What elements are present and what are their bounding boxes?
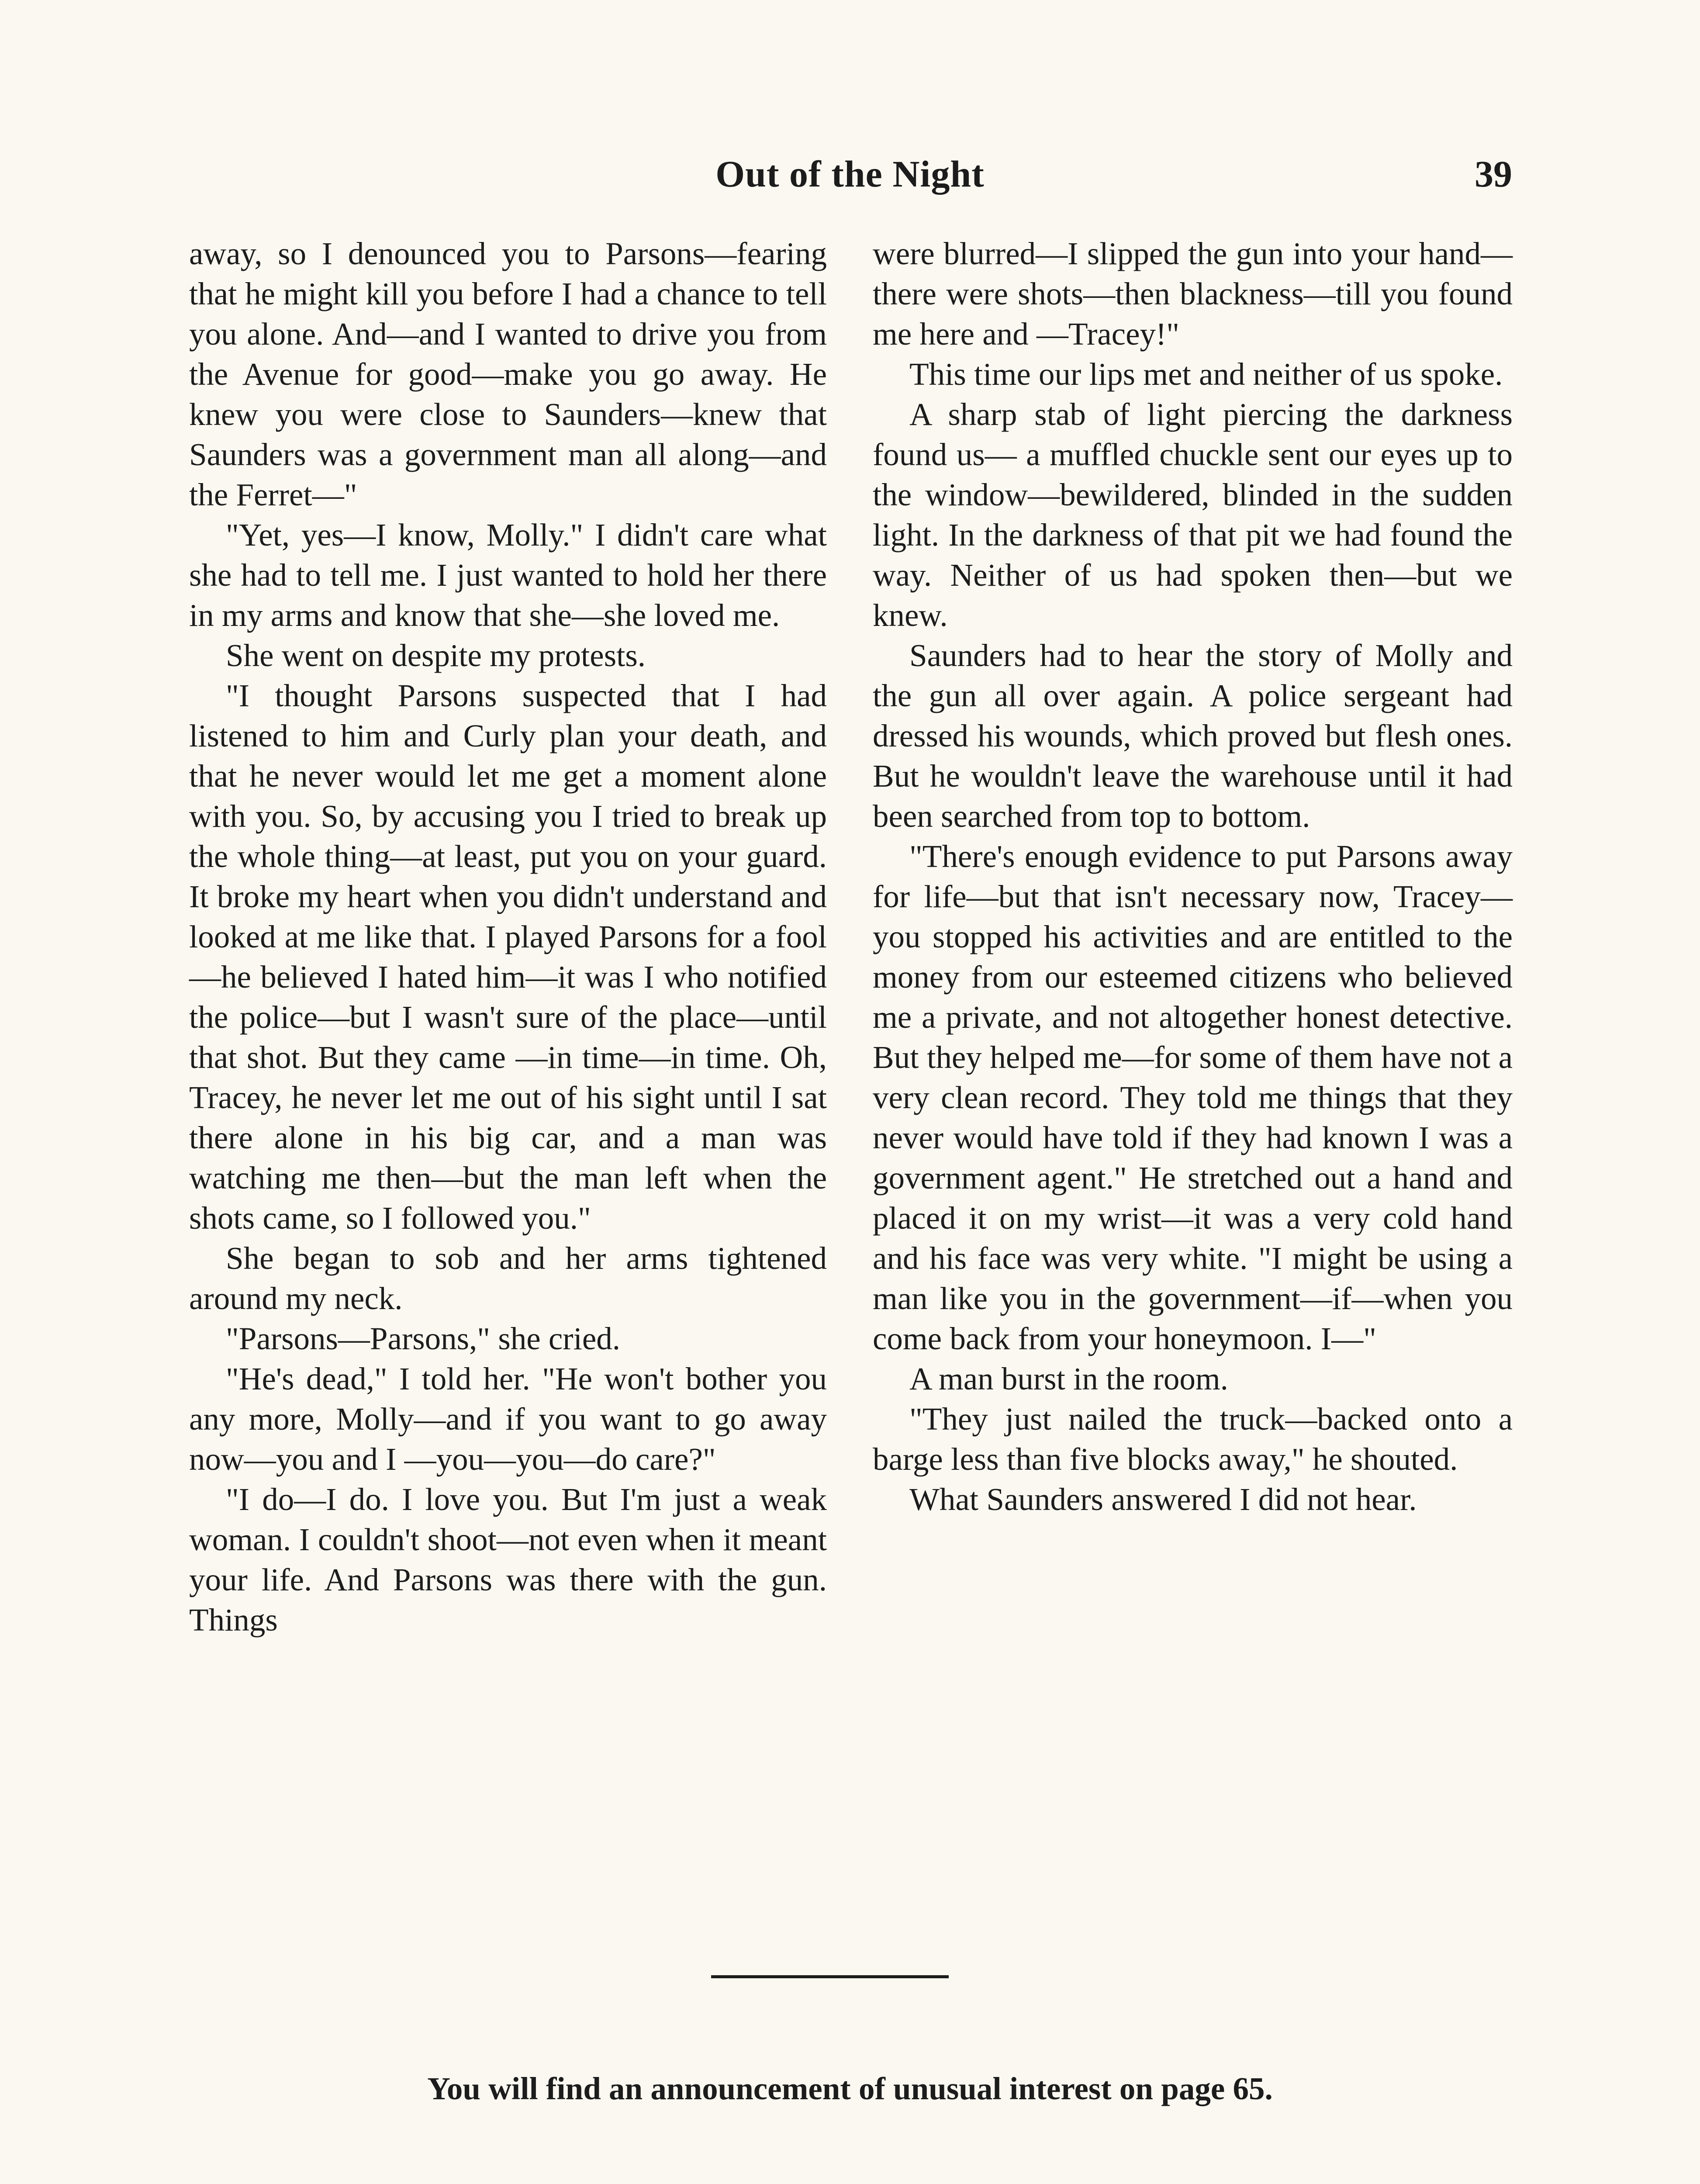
text-column-left [189,234,827,1640]
page-number: 39 [1475,153,1512,195]
paragraph: "He's dead," I told her. "He won't bother you any more, Molly—and if you want to go away now—you and I —you—you—do care?" [189,1361,827,1477]
paragraph: were blurred—I slipped the gun into your hand—there were shots—then blackness—till you found me here and —Tracey!" [873,236,1513,352]
paragraph: This time our lips met and neither of us spoke. [909,356,1503,392]
paragraph: "There's enough evidence to put Parsons away for life—but that isn't necessary now, Tracey—you stopped his activities and are entitled to the money from our esteemed citizens who believed me a private, and not altogether honest detective. But they helped me—for some of them have not a very clean record. They told me things that they never would have told if they had known I was a government agent." He stretched out a hand and placed it on my wrist—it was a very cold hand and his face was very white. "I might be using a man like you in the government—if—when you come back from your honeymoon. I—" [873,839,1513,1356]
paragraph: away, so I denounced you to Parsons—fearing that he might kill you before I had a chance to tell you alone. And—and I wanted to drive you from the Avenue for good—make you go away. He knew you were close to Saunders—knew that Saunders was a government man all along—and the Ferret—" [189,236,827,512]
paragraph: A sharp stab of light piercing the darkness found us— a muffled chuckle sent our eyes up to the window—bewildered, blinded in the sudden light. In the darkness of that pit we had found the way. Neither of us had spoken then—but we knew. [873,397,1513,633]
paragraph: "They just nailed the truck—backed onto a barge less than five blocks away," he shouted. [873,1401,1513,1477]
paragraph: Saunders had to hear the story of Molly and the gun all over again. A police sergeant had dressed his wounds, which proved but flesh ones. But he wouldn't leave the warehouse until it had been searched from top to bottom. [873,638,1513,834]
paragraph: She went on despite my protests. [226,638,646,673]
paragraph: What Saunders answered I did not hear. [909,1482,1417,1517]
section-divider [711,1975,949,1978]
paragraph: "Parsons—Parsons," she cried. [226,1321,621,1356]
paragraph: She began to sob and her arms tightened around my neck. [189,1241,827,1316]
paragraph: "I thought Parsons suspected that I had listened to him and Curly plan your death, and that he never would let me get a moment alone with you. So, by accusing you I tried to break up the whole thing—at least, put you on your guard. It broke my heart when you didn't understand and looked at me like that. I played Parsons for a fool—he believed I hated him—it was I who notified the police—but I wasn't sure of the place—until that shot. But they came —in time—in time. Oh, Tracey, he never let me out of his sight until I sat there alone in his big car, and a man was watching me then—but the man left when the shots came, so I followed you." [189,678,827,1236]
paragraph: "I do—I do. I love you. But I'm just a weak woman. I couldn't shoot—not even when it meant your life. And Parsons was there with the gun. Things [189,1482,827,1638]
paragraph: "Yet, yes—I know, Molly." I didn't care what she had to tell me. I just wanted to hold her there in my arms and know that she—she loved me. [189,517,827,633]
running-title: Out of the Night [715,153,985,195]
text-column-right [873,234,1513,1520]
announcement: You will find an announcement of unusual interest on page 65. [427,2071,1273,2106]
paragraph: A man burst in the room. [909,1361,1228,1396]
